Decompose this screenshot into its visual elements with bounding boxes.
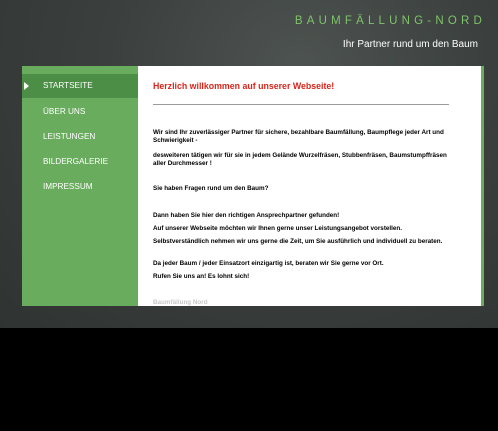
faded-footer-text: Baumfällung Nord — [153, 299, 208, 306]
advice-paragraph: Selbstverständlich nehmen wir uns gerne die Zeit, um Sie ausführlich und individuell zu beraten. — [153, 238, 443, 245]
intro-paragraph: Wir sind Ihr zuverlässiger Partner für sichere, bezahlbare Baumfällung, Baumpflege jeder Art und Schwierigkeit - — [153, 129, 444, 145]
content-area — [153, 66, 453, 306]
page-heading: Herzlich willkommen auf unserer Webseite! — [153, 81, 335, 91]
onsite-paragraph: Da jeder Baum / jeder Einsatzort einzigartig ist, beraten wir Sie gerne vor Ort. — [153, 260, 384, 267]
nav-item-label: LEISTUNGEN — [43, 132, 96, 141]
nav-item-label: ÜBER UNS — [43, 107, 86, 116]
nav-item-ueber-uns[interactable] — [22, 100, 138, 124]
tagline: Ihr Partner rund um den Baum — [342, 39, 478, 50]
call-paragraph: Rufen Sie uns an! Es lohnt sich! — [153, 273, 250, 280]
nav-item-label: IMPRESSUM — [43, 182, 93, 191]
services-paragraph: desweiteren tätigen wir für sie in jedem Gelände Wurzelfräsen, Stubbenfräsen, Baumstumpffräsen aller Durchmesser ! — [153, 152, 447, 168]
nav-item-impressum[interactable] — [22, 175, 138, 199]
main-frame — [22, 66, 484, 306]
heading-divider — [153, 104, 449, 105]
nav-item-bildergalerie[interactable] — [22, 150, 138, 174]
brand-logo-text: BAUMFÄLLUNG-NORD — [294, 15, 486, 27]
question-paragraph: Sie haben Fragen rund um den Baum? — [153, 185, 269, 192]
sidebar-nav — [22, 66, 138, 306]
arrow-right-icon — [24, 82, 29, 90]
scrollbar[interactable] — [481, 66, 484, 306]
nav-item-startseite[interactable] — [22, 74, 138, 98]
offer-paragraph: Auf unserer Webseite möchten wir Ihnen gerne unser Leistungsangebot vorstellen. — [153, 225, 403, 232]
contact-paragraph: Dann haben Sie hier den richtigen Ansprechpartner gefunden! — [153, 212, 340, 219]
nav-item-leistungen[interactable] — [22, 125, 138, 149]
nav-item-label: BILDERGALERIE — [43, 157, 109, 166]
nav-item-label: STARTSEITE — [43, 81, 93, 90]
